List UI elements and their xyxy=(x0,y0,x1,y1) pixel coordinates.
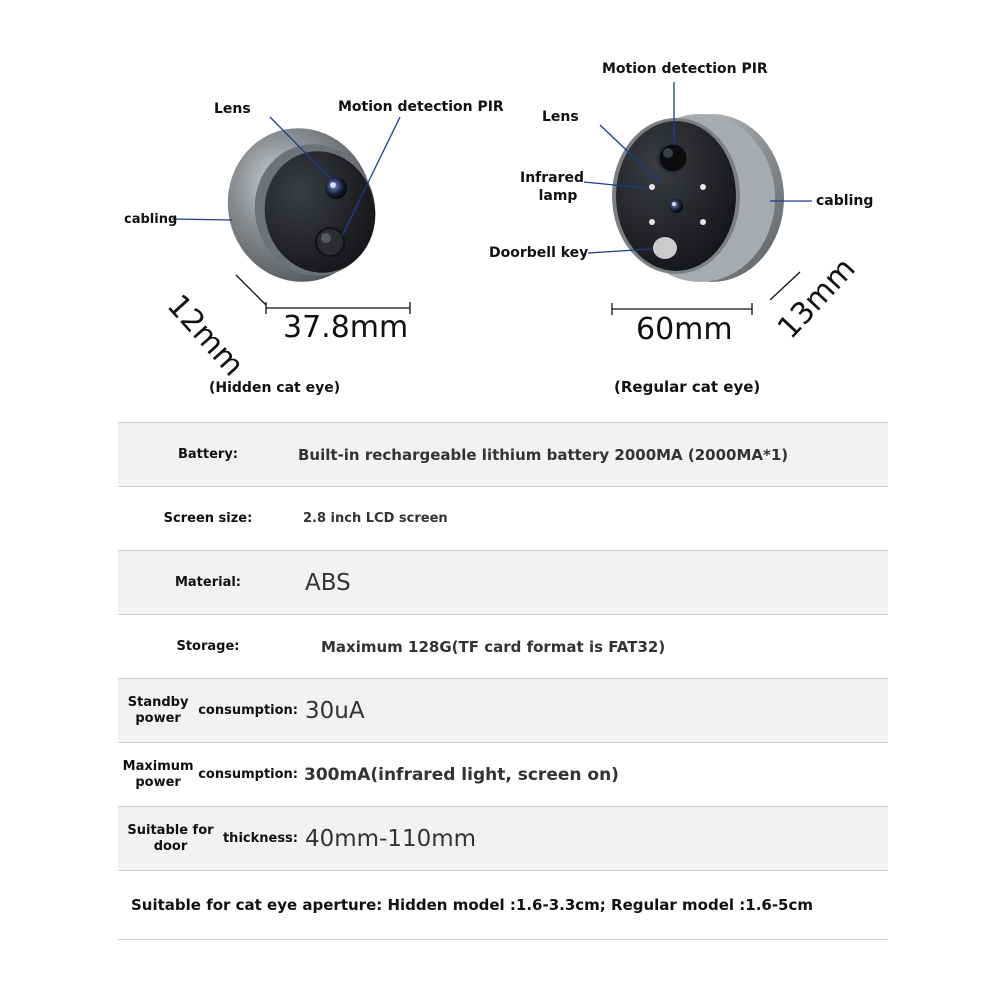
spec-row-screen-size xyxy=(118,487,888,551)
spec-row-aperture xyxy=(118,871,888,940)
regular-pir-icon xyxy=(658,143,688,173)
infrared-lamp-icon xyxy=(649,219,655,225)
spec-label: Storage: xyxy=(176,638,240,654)
spec-value: ABS xyxy=(305,569,351,596)
spec-value: Maximum 128G(TF card format is FAT32) xyxy=(321,637,666,656)
spec-value: Built-in rechargeable lithium battery 2000MA (2000MA*1) xyxy=(298,445,789,464)
spec-value: 300mA(infrared light, screen on) xyxy=(304,764,619,785)
infrared-label-line1: Infrared xyxy=(520,170,585,186)
infrared-label-line2: lamp xyxy=(538,188,578,204)
regular-thickness-dim: 13mm xyxy=(771,251,863,346)
spec-label xyxy=(118,679,298,742)
hidden-pir-icon xyxy=(316,228,344,256)
regular-caption: (Regular cat eye) xyxy=(614,378,761,396)
infrared-lamp-icon xyxy=(700,184,706,190)
spec-row-battery xyxy=(118,423,888,487)
spec-row-storage xyxy=(118,615,888,679)
hidden-lens-icon xyxy=(325,177,347,199)
infrared-lamp-icon xyxy=(649,184,655,190)
aperture-note: Suitable for cat eye aperture: Hidden model :1.6-3.3cm; Regular model :1.6-5cm xyxy=(131,896,814,914)
doorbell-key-icon xyxy=(653,237,677,259)
regular-cabling-label: cabling xyxy=(816,193,874,209)
spec-label-line1: Maximum power xyxy=(122,758,194,790)
spec-value: 40mm-110mm xyxy=(305,825,477,852)
hidden-cabling-label: cabling xyxy=(124,212,178,227)
regular-pir-label: Motion detection PIR xyxy=(602,61,768,77)
spec-label: Screen size: xyxy=(163,510,253,526)
spec-label xyxy=(118,743,298,806)
spec-row-standby-power xyxy=(118,679,888,743)
spec-row-material xyxy=(118,551,888,615)
hidden-caption: (Hidden cat eye) xyxy=(209,380,341,396)
hidden-cat-eye-device xyxy=(214,115,388,296)
hidden-lens-label: Lens xyxy=(214,101,251,117)
spec-value: 2.8 inch LCD screen xyxy=(303,511,448,526)
spec-label-line1: Suitable for door xyxy=(127,822,214,854)
spec-label-line2: consumption: xyxy=(198,702,298,718)
spec-row-maximum-power xyxy=(118,743,888,807)
hidden-diameter-dim: 37.8mm xyxy=(283,310,409,345)
spec-label-line2: consumption: xyxy=(198,766,298,782)
spec-label-line1: Standby power xyxy=(127,694,189,726)
product-diagram xyxy=(0,0,1001,420)
hidden-thickness-dim: 12mm xyxy=(159,288,251,384)
spec-value: 30uA xyxy=(305,697,365,724)
regular-lens-icon xyxy=(669,199,683,213)
hidden-pir-label: Motion detection PIR xyxy=(338,99,504,115)
spec-label-line2: thickness: xyxy=(222,830,298,846)
spec-label: Battery: xyxy=(177,446,238,462)
regular-cat-eye-device xyxy=(612,114,784,282)
spec-table xyxy=(118,422,888,940)
spec-row-door-thickness xyxy=(118,807,888,871)
infrared-lamp-label xyxy=(520,169,584,205)
regular-diameter-dim: 60mm xyxy=(636,312,733,347)
regular-lens-label: Lens xyxy=(542,109,579,125)
spec-label: Material: xyxy=(174,574,242,590)
doorbell-key-label: Doorbell key xyxy=(489,245,589,261)
infrared-lamp-icon xyxy=(700,219,706,225)
spec-label xyxy=(118,807,298,870)
